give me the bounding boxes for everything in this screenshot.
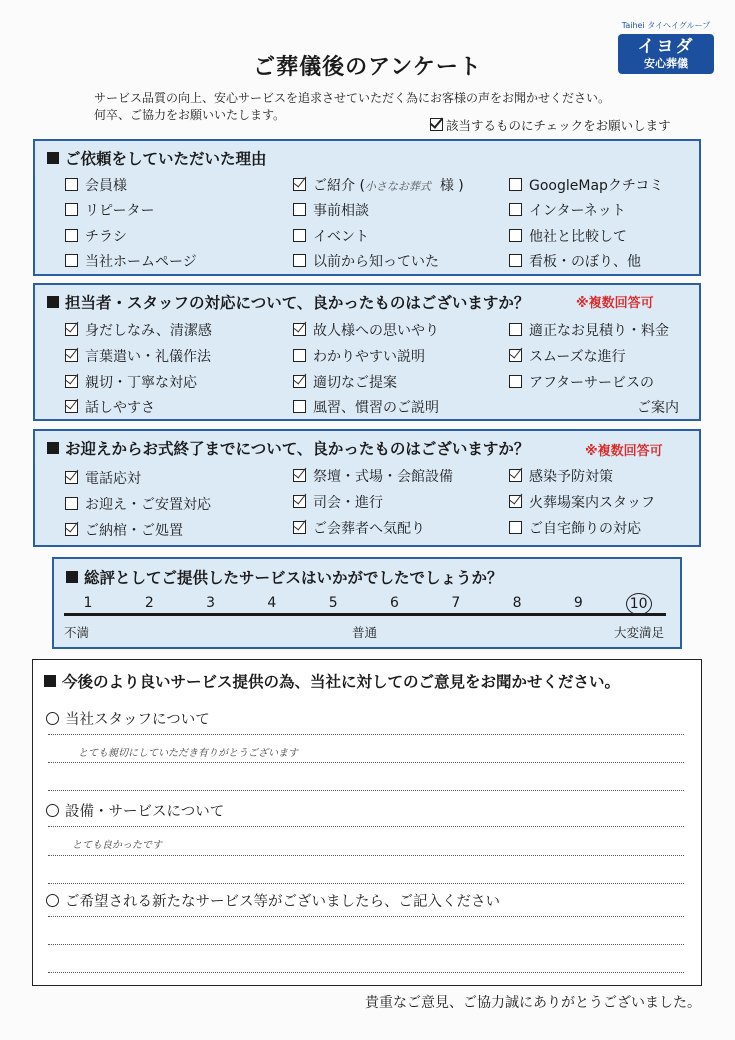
ceremony-panel [33, 429, 701, 547]
multiple-answer-mark: ※複数回答可 [585, 444, 663, 459]
reason-option[interactable]: 事前相談 [293, 200, 369, 220]
ceremony-option[interactable]: ご自宅飾りの対応 [509, 518, 641, 538]
ceremony-option[interactable]: ご納棺・ご処置 [65, 520, 183, 540]
ceremony-option[interactable]: 祭壇・式場・会館設備 [293, 466, 453, 486]
checkbox-checked-icon[interactable] [509, 349, 522, 362]
answer-facilities-text: とても良かったです [72, 840, 162, 851]
square-bullet-icon [47, 152, 59, 164]
staff-option[interactable]: 適切なご提案 [293, 372, 397, 392]
staff-option[interactable]: 話しやすさ [65, 397, 155, 417]
staff-option-continued: ご案内 [637, 400, 679, 416]
checkbox-icon[interactable] [65, 229, 78, 242]
answer-line [48, 855, 684, 856]
company-logo [618, 20, 714, 74]
square-bullet-icon [47, 296, 59, 308]
square-bullet-icon [66, 571, 78, 583]
reason-option[interactable]: イベント [293, 226, 369, 246]
reason-option[interactable]: GoogleMapクチコミ [509, 175, 663, 195]
reason-panel [33, 139, 701, 276]
checkbox-icon[interactable] [293, 203, 306, 216]
staff-option[interactable]: 親切・丁寧な対応 [65, 372, 197, 392]
rating-option-7[interactable]: 7 [451, 595, 461, 611]
reason-option[interactable]: 以前から知っていた [293, 251, 439, 271]
rating-scale-line [64, 613, 666, 616]
square-bullet-icon [44, 675, 56, 687]
comment-heading [44, 670, 620, 692]
logo-group-text: Taihei タイヘイグループ [621, 21, 711, 30]
rating-heading [66, 566, 503, 588]
reason-option[interactable]: チラシ [65, 226, 127, 246]
staff-option[interactable]: スムーズな進行 [509, 346, 626, 366]
reason-option[interactable]: 看板・のぼり、他 [509, 251, 641, 271]
answer-line[interactable] [48, 883, 684, 884]
checkbox-checked-icon[interactable] [293, 375, 306, 388]
checkbox-icon[interactable] [509, 178, 522, 191]
rating-mid-label: 普通 [352, 625, 378, 640]
page-title: ご葬儀後のアンケート [253, 55, 482, 80]
circle-bullet-icon [46, 894, 59, 907]
question-new-services: ご希望される新たなサービス等がございましたら、ご記入ください [46, 890, 500, 911]
rating-option-3[interactable]: 3 [206, 595, 216, 611]
rating-option-5[interactable]: 5 [328, 595, 338, 611]
checkbox-icon[interactable] [509, 521, 522, 534]
answer-line [48, 762, 684, 763]
checkbox-checked-icon[interactable] [65, 523, 78, 536]
answer-line [48, 734, 684, 735]
staff-option[interactable]: アフターサービスの [509, 372, 654, 392]
checkbox-checked-icon[interactable] [65, 375, 78, 388]
answer-line[interactable] [48, 790, 684, 791]
rating-heading-text: 総評としてご提供したサービスはいかがでしたでしょうか？ [84, 569, 503, 587]
reason-option[interactable]: 会員様 [65, 175, 127, 195]
square-bullet-icon [47, 442, 59, 454]
ceremony-heading [47, 437, 529, 459]
reason-option[interactable]: インターネット [509, 200, 626, 220]
checkbox-icon[interactable] [509, 229, 522, 242]
logo-sub-text: 安心葬儀 [644, 57, 688, 70]
reason-option[interactable]: 当社ホームページ [65, 251, 197, 271]
staff-option[interactable]: 故人様への思いやり [293, 320, 439, 340]
checkbox-icon[interactable] [293, 254, 306, 267]
ceremony-option[interactable]: 火葬場案内スタッフ [509, 492, 655, 512]
checkbox-checked-icon[interactable] [509, 469, 522, 482]
checkbox-checked-icon[interactable] [293, 178, 306, 191]
rating-low-label: 不満 [64, 625, 90, 640]
staff-heading [47, 291, 529, 313]
reason-option-referral[interactable]: ご紹介 (小さなお葬式 様 ) [293, 175, 464, 195]
intro-line-2: 何卒、ご協力をお願いいたします。 [94, 108, 286, 122]
checkbox-icon[interactable] [293, 400, 306, 413]
checkbox-icon[interactable] [293, 229, 306, 242]
staff-option[interactable]: 適正なお見積り・料金 [509, 320, 669, 340]
checkbox-checked-icon[interactable] [293, 323, 306, 336]
checkbox-icon[interactable] [65, 497, 78, 510]
reason-option[interactable]: 他社と比較して [509, 226, 627, 246]
checkbox-checked-icon[interactable] [293, 469, 306, 482]
rating-option-4[interactable]: 4 [267, 595, 277, 611]
footer-thanks: 貴重なご意見、ご協力誠にありがとうございました。 [365, 995, 701, 1011]
checkbox-icon[interactable] [509, 254, 522, 267]
rating-option-2[interactable]: 2 [144, 595, 154, 611]
answer-line[interactable] [48, 944, 684, 945]
checkbox-checked-icon[interactable] [293, 521, 306, 534]
ceremony-option[interactable]: お迎え・ご安置対応 [65, 494, 211, 514]
ceremony-option[interactable]: 感染予防対策 [509, 466, 613, 486]
checkbox-checked-icon[interactable] [65, 349, 78, 362]
reason-option[interactable]: リピーター [65, 200, 154, 220]
checkbox-checked-icon[interactable] [293, 495, 306, 508]
ceremony-option[interactable]: 司会・進行 [293, 492, 383, 512]
question-facilities: 設備・サービスについて [46, 800, 224, 821]
checkbox-checked-icon[interactable] [65, 471, 78, 484]
logo-badge [618, 34, 714, 74]
rating-option-8[interactable]: 8 [512, 595, 522, 611]
comment-heading-text: 今後のより良いサービス提供の為、当社に対してのご意見をお聞かせください。 [62, 673, 621, 691]
checkbox-icon[interactable] [509, 375, 522, 388]
checkbox-icon[interactable] [65, 203, 78, 216]
checkbox-icon[interactable] [509, 203, 522, 216]
rating-option-10[interactable]: 10 [626, 593, 652, 615]
check-instruction [430, 116, 671, 134]
checkbox-icon[interactable] [65, 178, 78, 191]
checkbox-icon[interactable] [293, 349, 306, 362]
intro-line-1: サービス品質の向上、安心サービスを追求させていただく為にお客様の声をお聞かせください。 [94, 91, 611, 105]
checkbox-checked-icon[interactable] [65, 400, 78, 413]
ceremony-option[interactable]: 電話応対 [65, 468, 141, 488]
multiple-answer-mark: ※複数回答可 [576, 296, 654, 311]
reason-heading-text: ご依頼をしていただいた理由 [65, 150, 267, 168]
answer-staff-text: とても親切にしていただき有りがとうございます [78, 748, 298, 759]
rating-option-6[interactable]: 6 [390, 595, 399, 611]
check-instruction-text: 該当するものにチェックをお願いします [446, 118, 671, 133]
staff-heading-text: 担当者・スタッフの対応について、良かったものはございますか？ [65, 294, 530, 312]
answer-line[interactable] [48, 916, 684, 917]
answer-line [48, 826, 684, 827]
staff-option[interactable]: 身だしなみ、清潔感 [65, 320, 212, 340]
question-staff: 当社スタッフについて [46, 708, 210, 729]
handwritten-referral: 小さなお葬式 [364, 180, 431, 193]
staff-option[interactable]: わかりやすい説明 [293, 346, 425, 366]
ceremony-option[interactable]: ご会葬者へ気配り [293, 518, 425, 538]
rating-option-1[interactable]: 1 [83, 595, 93, 611]
rating-option-9[interactable]: 9 [573, 595, 583, 611]
checkbox-icon[interactable] [509, 323, 522, 336]
logo-main-text: イヨダ [637, 37, 695, 57]
circle-bullet-icon [46, 712, 59, 725]
staff-option[interactable]: 風習、慣習のご説明 [293, 397, 439, 417]
checkbox-checked-icon[interactable] [65, 323, 78, 336]
reason-heading [47, 147, 267, 169]
answer-line[interactable] [48, 972, 684, 973]
rating-high-label: 大変満足 [614, 625, 665, 640]
checkbox-example-icon [430, 118, 443, 131]
ceremony-heading-text: お迎えからお式終了までについて、良かったものはございますか？ [65, 440, 530, 458]
checkbox-checked-icon[interactable] [509, 495, 522, 508]
checkbox-icon[interactable] [65, 254, 78, 267]
circle-bullet-icon [46, 804, 59, 817]
staff-panel [33, 283, 701, 421]
staff-option[interactable]: 言葉遣い・礼儀作法 [65, 346, 211, 366]
